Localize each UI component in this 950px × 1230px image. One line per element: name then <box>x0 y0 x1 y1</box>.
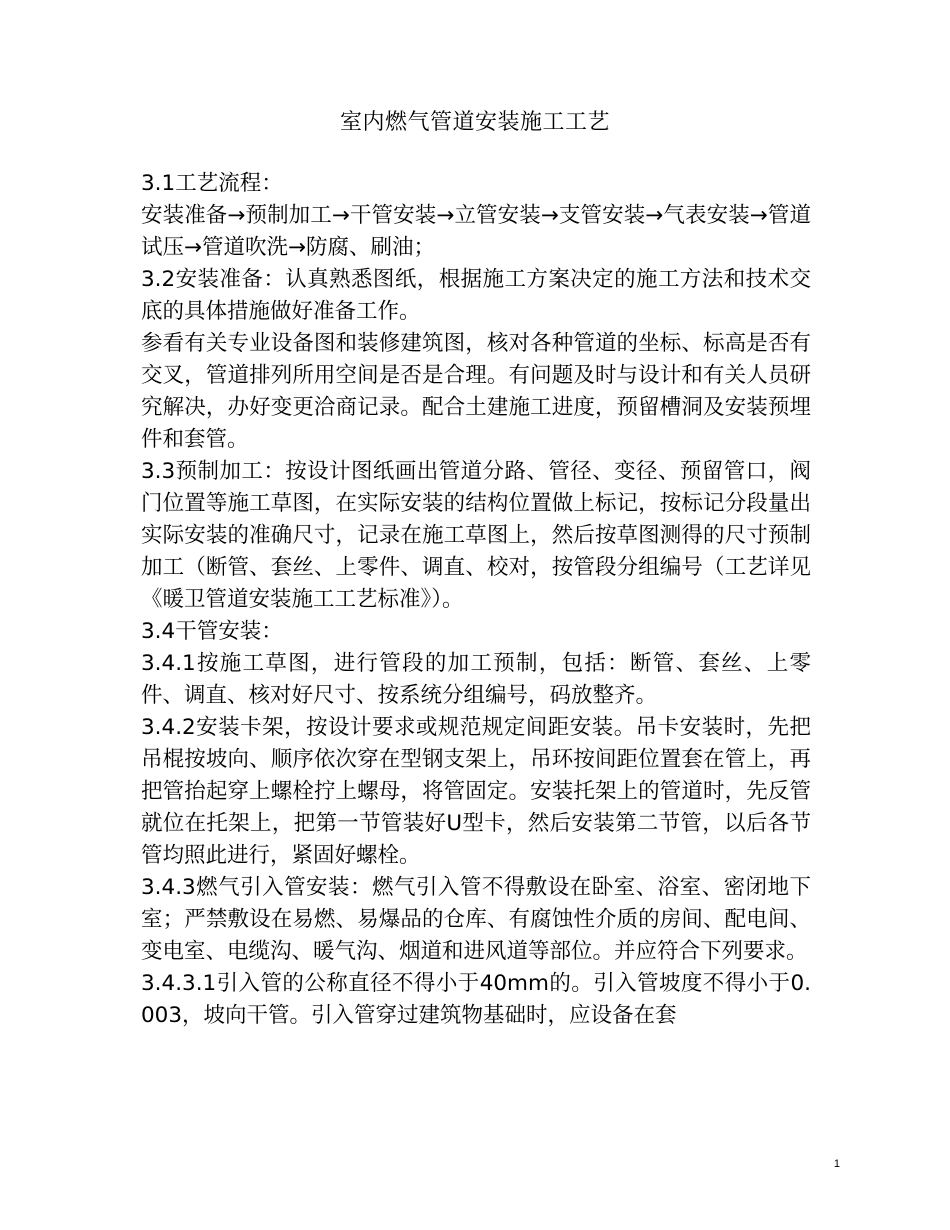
page-number: 1 <box>833 1158 840 1170</box>
paragraph-3-4-3-1: 3.4.3.1引入管的公称直径不得小于40mm的。引入管坡度不得小于0.003，坡向干管。引入管穿过建筑物基础时，应设备在套 <box>141 971 811 1028</box>
paragraph-3-4-3: 3.4.3燃气引入管安装：燃气引入管不得敷设在卧室、浴室、密闭地下室；严禁敷设在易燃、易爆品的仓库、有腐蚀性介质的房间、配电间、变电室、电缆沟、暖气沟、烟道和进风道等部位。并应符合下列要求。 <box>141 875 811 964</box>
paragraph-process-heading: 3.1工艺流程： <box>141 171 283 196</box>
paragraph-prefabrication: 3.3预制加工：按设计图纸画出管道分路、管径、变径、预留管口，阀门位置等施工草图，在实际安装的结构位置做上标记，按标记分段量出实际安装的准确尺寸，记录在施工草图上，然后按草图测得的尺寸预制加工（断管、套丝、上零件、调直、校对，按管段分组编号（工艺详见《暖卫管道安装施工工艺标准》）。 <box>141 459 811 612</box>
paragraph-main-pipe-heading: 3.4干管安装： <box>141 619 283 644</box>
paragraph-3-4-2: 3.4.2安装卡架，按设计要求或规范规定间距安装。吊卡安装时，先把吊棍按坡向、顺序依次穿在型钢支架上，吊环按间距位置套在管上，再把管抬起穿上螺栓拧上螺母，将管固定。安装托架上的管道时，先反管就位在托架上，把第一节管装好U型卡，然后安装第二节管，以后各节管均照此进行，紧固好螺栓。 <box>141 715 811 868</box>
document-title: 室内燃气管道安装施工工艺 <box>339 110 610 135</box>
paragraph-preparation: 3.2安装准备：认真熟悉图纸，根据施工方案决定的施工方法和技术交底的具体措施做好准备工作。 <box>141 267 811 324</box>
paragraph-preparation-details: 参看有关专业设备图和装修建筑图，核对各种管道的坐标、标高是否有交叉，管道排列所用空间是否是合理。有问题及时与设计和有关人员研究解决，办好变更洽商记录。配合土建施工进度，预留槽洞及安装预埋件和套管。 <box>141 331 811 452</box>
document-body <box>141 168 811 1032</box>
paragraph-process-flow: 安装准备→预制加工→干管安装→立管安装→支管安装→气表安装→管道试压→管道吹洗→防腐、刷油； <box>141 203 811 260</box>
paragraph-3-4-1: 3.4.1按施工草图，进行管段的加工预制，包括：断管、套丝、上零件、调直、核对好尺寸、按系统分组编号，码放整齐。 <box>141 651 811 708</box>
